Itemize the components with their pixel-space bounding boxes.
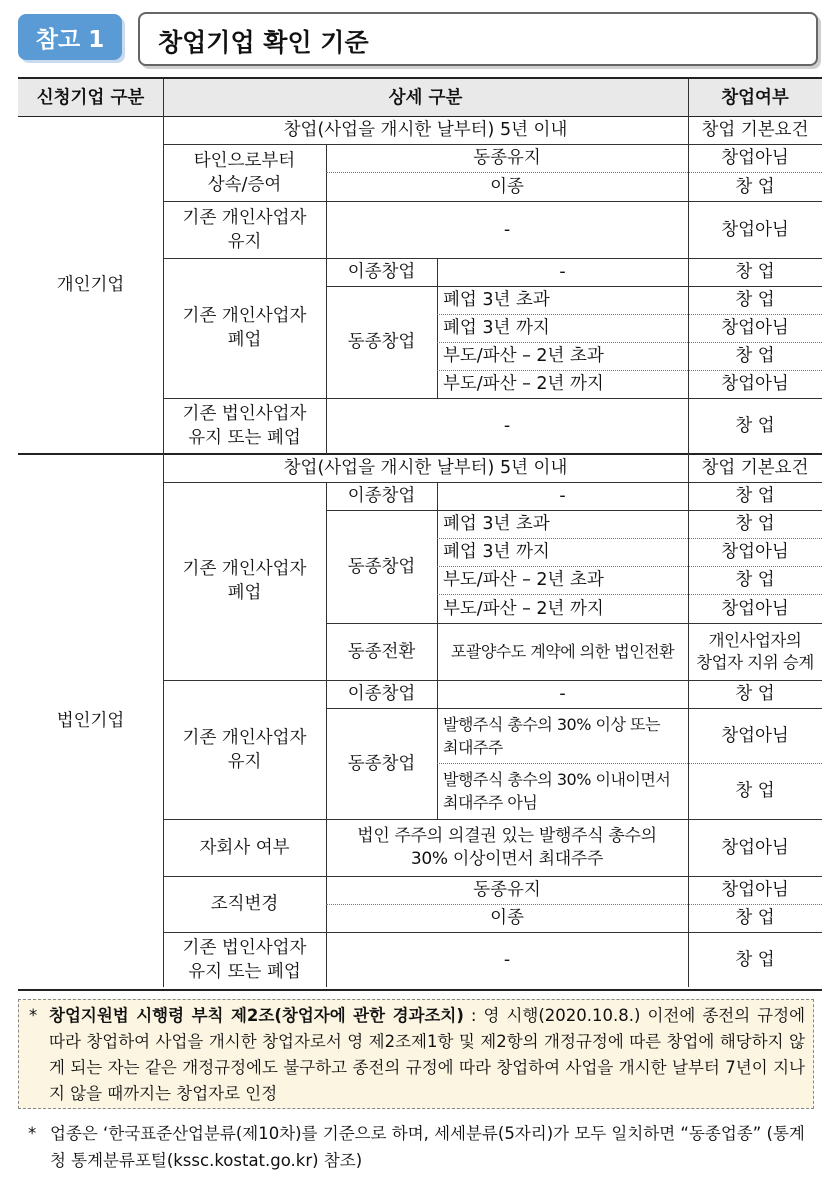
- c-basic-result: 창업 기본요건: [701, 458, 809, 478]
- c-keep-k1: 발행주식 총수의 30% 이상 또는 최대주주: [443, 714, 660, 757]
- grid-line: [18, 116, 822, 117]
- grid-line: [163, 819, 822, 820]
- c-conv-label: 동종전환: [347, 641, 416, 662]
- group-personal: 개인기업: [56, 275, 125, 295]
- p-close-c3: 부도/파산 – 2년 초과: [443, 346, 604, 366]
- p-close-diff-result: 창 업: [735, 262, 775, 282]
- grid-line: [437, 342, 822, 343]
- grid-line: [326, 510, 822, 511]
- p-corp-result: 창 업: [735, 416, 775, 436]
- group-corporate: 법인기업: [56, 710, 125, 731]
- c-keep-k2: 발행주식 총수의 30% 이내이면서 최대주주 아님: [443, 770, 671, 812]
- c-sub-detail: 법인 주주의 의결권 있는 발행주식 총수의 30% 이상이면서 최대주주: [357, 825, 657, 869]
- grid-line: [326, 144, 327, 454]
- p-close-diff: 이종창업: [347, 262, 416, 282]
- grid-line: [163, 680, 822, 681]
- p-keep-label: 기존 개인사업자 유지: [182, 207, 307, 252]
- p-inherit-same-result: 창업아님: [721, 148, 789, 168]
- grid-line: [688, 79, 689, 987]
- header-category: 신청기업 구분: [18, 79, 163, 116]
- p-close-c2-result: 창업아님: [721, 318, 789, 338]
- p-inherit-same: 동종유지: [473, 148, 541, 168]
- p-close-c3-result: 창 업: [735, 346, 775, 366]
- grid-line: [163, 144, 822, 145]
- note-star: *: [29, 1006, 38, 1025]
- c-keep-same: 동종창업: [347, 753, 416, 774]
- c-corp-detail: -: [503, 949, 511, 970]
- c-sub-result: 창업아님: [721, 837, 789, 858]
- p-keep-result: 창업아님: [721, 219, 789, 240]
- grid-line: [326, 623, 822, 624]
- p-close-c1: 폐업 3년 초과: [443, 290, 550, 310]
- p-close-c1-result: 창 업: [735, 290, 775, 310]
- note2-body: 업종은 ‘한국표준산업분류(제10차)를 기준으로 하며, 세세분류(5자리)가 모두 일치하면 “동종업종” (통계청 통계분류포털(kssc.kostat.go.kr) 참조): [50, 1124, 805, 1170]
- c-org-diff: 이종: [490, 908, 524, 928]
- p-close-diff-detail: -: [559, 262, 566, 282]
- c-close-c1: 폐업 3년 초과: [443, 514, 550, 534]
- c-close-c3-result: 창 업: [735, 570, 775, 590]
- c-keep-diff: 이종창업: [347, 684, 416, 704]
- c-close-diff-detail: -: [559, 486, 566, 506]
- grid-line: [163, 876, 822, 877]
- transition-note: [18, 999, 814, 1109]
- c-keep-k2-result: 창 업: [735, 781, 775, 801]
- grid-line: [437, 482, 438, 819]
- grid-line: [163, 79, 164, 987]
- p-close-c2: 폐업 3년 까지: [443, 318, 550, 338]
- grid-line: [163, 258, 822, 259]
- c-basic-detail: 창업(사업을 개시한 날부터) 5년 이내: [283, 458, 568, 478]
- section-divider: [18, 453, 822, 455]
- c-sub-label: 자회사 여부: [199, 837, 290, 858]
- c-close-c2-result: 창업아님: [721, 542, 789, 562]
- grid-line: [437, 538, 822, 539]
- title-box: [138, 12, 818, 66]
- c-close-c4-result: 창업아님: [721, 598, 789, 619]
- grid-line: [326, 172, 822, 173]
- note2-star: *: [28, 1124, 37, 1143]
- c-keep-diff-detail: -: [559, 684, 566, 704]
- c-close-c2: 폐업 3년 까지: [443, 542, 550, 562]
- p-close-c4: 부도/파산 – 2년 까지: [443, 374, 604, 394]
- header-detail: 상세 구분: [163, 79, 688, 116]
- grid-line: [326, 708, 822, 709]
- grid-line: [163, 482, 822, 483]
- c-org-same-result: 창업아님: [721, 880, 789, 900]
- grid-line: [437, 314, 822, 315]
- c-org-same: 동종유지: [473, 880, 541, 900]
- industry-note: [30, 1120, 820, 1174]
- grid-line: [163, 201, 822, 202]
- criteria-table: [18, 77, 822, 991]
- grid-line: [437, 566, 822, 567]
- grid-line: [437, 594, 822, 595]
- grid-line: [437, 370, 822, 371]
- grid-line: [437, 258, 438, 398]
- p-corp-detail: -: [503, 416, 511, 436]
- page-title: 창업기업 확인 기준: [158, 28, 369, 57]
- p-inherit-diff: 이종: [490, 176, 524, 197]
- c-close-diff: 이종창업: [347, 486, 416, 506]
- c-close-c3: 부도/파산 – 2년 초과: [443, 570, 604, 590]
- header-result: 창업여부: [688, 79, 822, 116]
- p-inherit-label: 타인으로부터 상속/증여: [193, 150, 296, 195]
- c-keep-diff-result: 창 업: [735, 684, 775, 704]
- c-org-diff-result: 창 업: [735, 908, 775, 928]
- c-close-c1-result: 창 업: [735, 514, 775, 534]
- c-corp-label: 기존 법인사업자 유지 또는 폐업: [182, 937, 307, 982]
- p-close-label: 기존 개인사업자 폐업: [182, 306, 307, 350]
- grid-line: [326, 286, 822, 287]
- c-close-diff-result: 창 업: [735, 486, 775, 506]
- c-keep-k1-result: 창업아님: [721, 725, 789, 746]
- p-basic-detail: 창업(사업을 개시한 날부터) 5년 이내: [283, 120, 568, 140]
- grid-line: [163, 398, 822, 399]
- p-close-same: 동종창업: [347, 332, 416, 352]
- note-body: : 영 시행(2020.10.8.) 이전에 종전의 규정에 따라 창업하여 사업을 개시한 창업자로서 영 제2조제1항 및 제2항의 개정규정에 따른 창업에 해당하지 않게 되는 자는 같은 개정규정에도 불구하고 종전의 규정에 따라 창업하여 사업을 개시한 날부터 7년이 지나지 않을 때까지는 창업자로 인정: [49, 1006, 806, 1103]
- c-keep-label: 기존 개인사업자 유지: [182, 727, 307, 772]
- p-inherit-diff-result: 창 업: [735, 176, 775, 197]
- p-basic-result: 창업 기본요건: [701, 120, 809, 140]
- c-close-label: 기존 개인사업자 폐업: [182, 559, 307, 603]
- grid-line: [326, 482, 327, 987]
- p-keep-detail: -: [503, 219, 511, 240]
- c-conv-result: 개인사업자의 창업자 지위 승계: [696, 630, 814, 672]
- reference-badge: 참고 1: [18, 14, 122, 60]
- grid-line: [326, 904, 822, 905]
- note-title: 창업지원법 시행령 부칙 제2조(창업자에 관한 경과조치): [49, 1006, 464, 1025]
- c-conv-detail: 포괄양수도 계약에 의한 법인전환: [450, 641, 675, 661]
- c-corp-result: 창 업: [735, 949, 775, 970]
- grid-line: [437, 763, 822, 764]
- grid-line: [163, 932, 822, 933]
- p-close-c4-result: 창업아님: [721, 374, 789, 394]
- c-close-c4: 부도/파산 – 2년 까지: [443, 598, 604, 619]
- p-corp-label: 기존 법인사업자 유지 또는 폐업: [182, 404, 307, 448]
- c-close-same: 동종창업: [347, 556, 416, 577]
- c-org-label: 조직변경: [210, 894, 279, 914]
